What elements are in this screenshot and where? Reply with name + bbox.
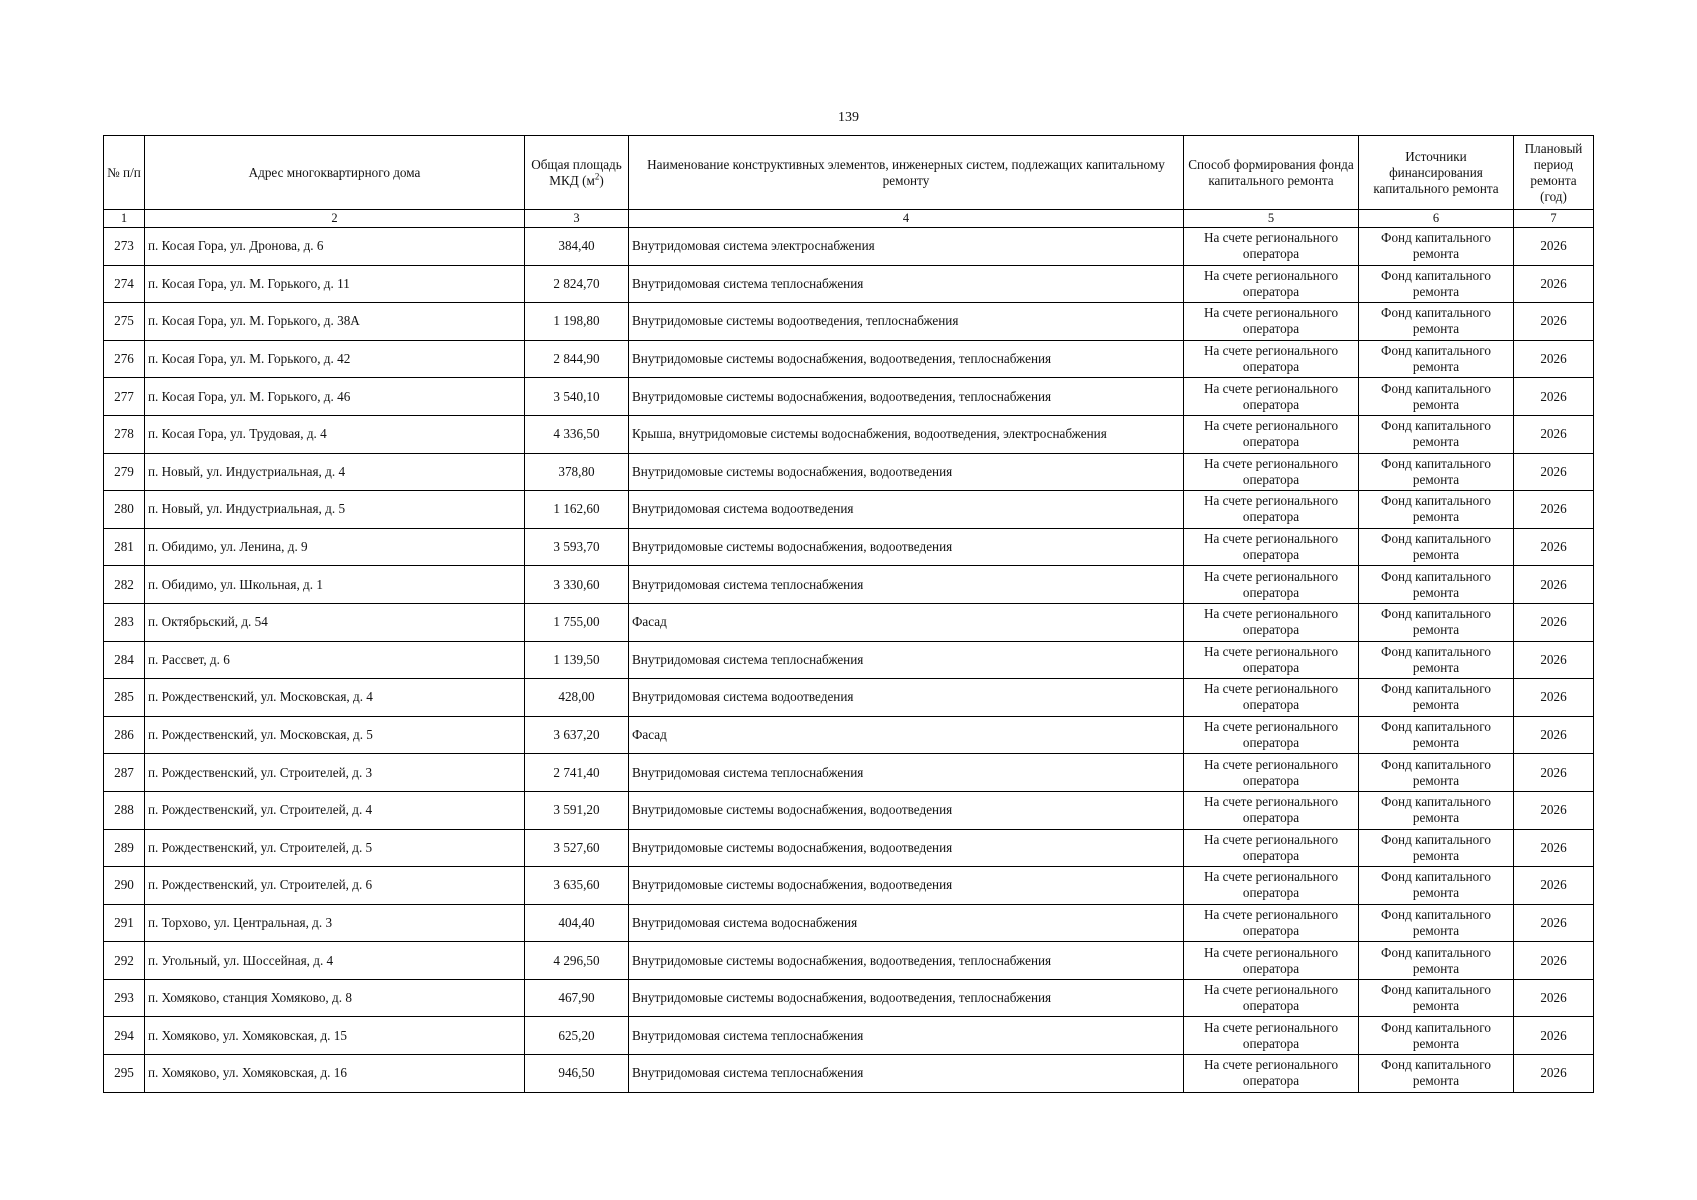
cell-elements: Внутридомовые системы водоснабжения, водоотведения <box>629 867 1184 905</box>
header-no: № п/п <box>104 136 145 210</box>
table-row <box>104 453 1594 491</box>
table-row <box>104 867 1594 905</box>
cell-elements: Внутридомовая система водоотведения <box>629 491 1184 529</box>
cell-funding-method: На счете регионального оператора <box>1184 228 1359 266</box>
cell-funding-method: На счете регионального оператора <box>1184 867 1359 905</box>
cell-funding-source: Фонд капитального ремонта <box>1359 679 1514 717</box>
table-row <box>104 942 1594 980</box>
table-row <box>104 679 1594 717</box>
cell-funding-method: На счете регионального оператора <box>1184 453 1359 491</box>
cell-funding-source: Фонд капитального ремонта <box>1359 528 1514 566</box>
cell-elements: Внутридомовая система теплоснабжения <box>629 265 1184 303</box>
column-number: 4 <box>629 210 1184 228</box>
cell-area: 946,50 <box>525 1055 629 1093</box>
cell-year: 2026 <box>1514 979 1594 1017</box>
cell-area: 404,40 <box>525 904 629 942</box>
cell-number: 287 <box>104 754 145 792</box>
cell-year: 2026 <box>1514 603 1594 641</box>
cell-area: 4 336,50 <box>525 415 629 453</box>
cell-number: 286 <box>104 716 145 754</box>
table-row <box>104 603 1594 641</box>
table-row <box>104 491 1594 529</box>
header-area-text: Общая площадь МКД (м <box>531 156 622 188</box>
cell-area: 1 755,00 <box>525 603 629 641</box>
column-number: 5 <box>1184 210 1359 228</box>
cell-funding-method: На счете регионального оператора <box>1184 603 1359 641</box>
cell-area: 2 824,70 <box>525 265 629 303</box>
cell-area: 2 741,40 <box>525 754 629 792</box>
cell-funding-source: Фонд капитального ремонта <box>1359 791 1514 829</box>
cell-address: п. Хомяково, ул. Хомяковская, д. 16 <box>145 1055 525 1093</box>
cell-number: 284 <box>104 641 145 679</box>
cell-area: 4 296,50 <box>525 942 629 980</box>
cell-year: 2026 <box>1514 340 1594 378</box>
cell-number: 290 <box>104 867 145 905</box>
cell-year: 2026 <box>1514 679 1594 717</box>
cell-funding-source: Фонд капитального ремонта <box>1359 716 1514 754</box>
cell-year: 2026 <box>1514 566 1594 604</box>
cell-funding-source: Фонд капитального ремонта <box>1359 378 1514 416</box>
cell-year: 2026 <box>1514 228 1594 266</box>
cell-year: 2026 <box>1514 303 1594 341</box>
cell-year: 2026 <box>1514 528 1594 566</box>
cell-address: п. Косая Гора, ул. М. Горького, д. 42 <box>145 340 525 378</box>
cell-funding-method: На счете регионального оператора <box>1184 378 1359 416</box>
cell-number: 292 <box>104 942 145 980</box>
cell-elements: Крыша, внутридомовые системы водоснабжения, водоотведения, электроснабжения <box>629 415 1184 453</box>
header-source: Источники финансирования капитального ремонта <box>1359 136 1514 210</box>
column-number: 7 <box>1514 210 1594 228</box>
cell-funding-source: Фонд капитального ремонта <box>1359 303 1514 341</box>
cell-number: 279 <box>104 453 145 491</box>
cell-address: п. Косая Гора, ул. М. Горького, д. 46 <box>145 378 525 416</box>
cell-funding-source: Фонд капитального ремонта <box>1359 904 1514 942</box>
cell-number: 295 <box>104 1055 145 1093</box>
cell-funding-source: Фонд капитального ремонта <box>1359 754 1514 792</box>
cell-number: 282 <box>104 566 145 604</box>
cell-address: п. Рождественский, ул. Московская, д. 4 <box>145 679 525 717</box>
page-number: 139 <box>838 110 859 125</box>
cell-funding-method: На счете регионального оператора <box>1184 566 1359 604</box>
cell-number: 293 <box>104 979 145 1017</box>
cell-area: 428,00 <box>525 679 629 717</box>
cell-address: п. Октябрьский, д. 54 <box>145 603 525 641</box>
cell-area: 3 635,60 <box>525 867 629 905</box>
cell-number: 291 <box>104 904 145 942</box>
cell-funding-source: Фонд капитального ремонта <box>1359 829 1514 867</box>
table-row <box>104 566 1594 604</box>
cell-funding-source: Фонд капитального ремонта <box>1359 415 1514 453</box>
column-number: 1 <box>104 210 145 228</box>
cell-area: 3 540,10 <box>525 378 629 416</box>
cell-funding-method: На счете регионального оператора <box>1184 716 1359 754</box>
cell-area: 1 198,80 <box>525 303 629 341</box>
table-row <box>104 979 1594 1017</box>
cell-elements: Внутридомовая система теплоснабжения <box>629 1055 1184 1093</box>
cell-funding-source: Фонд капитального ремонта <box>1359 979 1514 1017</box>
table-row <box>104 791 1594 829</box>
cell-area: 1 139,50 <box>525 641 629 679</box>
cell-year: 2026 <box>1514 415 1594 453</box>
cell-number: 285 <box>104 679 145 717</box>
cell-area: 1 162,60 <box>525 491 629 529</box>
cell-funding-source: Фонд капитального ремонта <box>1359 867 1514 905</box>
cell-funding-source: Фонд капитального ремонта <box>1359 1017 1514 1055</box>
table-header-row <box>104 136 1594 210</box>
cell-number: 277 <box>104 378 145 416</box>
cell-year: 2026 <box>1514 1017 1594 1055</box>
cell-elements: Внутридомовые системы водоснабжения, водоотведения, теплоснабжения <box>629 378 1184 416</box>
table-row <box>104 415 1594 453</box>
table-row <box>104 904 1594 942</box>
cell-funding-source: Фонд капитального ремонта <box>1359 641 1514 679</box>
cell-address: п. Косая Гора, ул. М. Горького, д. 38А <box>145 303 525 341</box>
table-body <box>104 228 1594 1093</box>
cell-area: 3 637,20 <box>525 716 629 754</box>
cell-address: п. Обидимо, ул. Ленина, д. 9 <box>145 528 525 566</box>
cell-funding-method: На счете регионального оператора <box>1184 754 1359 792</box>
cell-area: 378,80 <box>525 453 629 491</box>
cell-address: п. Хомяково, станция Хомяково, д. 8 <box>145 979 525 1017</box>
cell-elements: Внутридомовая система водоотведения <box>629 679 1184 717</box>
cell-funding-source: Фонд капитального ремонта <box>1359 566 1514 604</box>
cell-funding-source: Фонд капитального ремонта <box>1359 228 1514 266</box>
cell-year: 2026 <box>1514 791 1594 829</box>
table-row <box>104 829 1594 867</box>
table-row <box>104 641 1594 679</box>
cell-year: 2026 <box>1514 829 1594 867</box>
cell-year: 2026 <box>1514 641 1594 679</box>
cell-address: п. Рождественский, ул. Московская, д. 5 <box>145 716 525 754</box>
cell-funding-method: На счете регионального оператора <box>1184 265 1359 303</box>
cell-funding-method: На счете регионального оператора <box>1184 641 1359 679</box>
cell-number: 288 <box>104 791 145 829</box>
cell-address: п. Угольный, ул. Шоссейная, д. 4 <box>145 942 525 980</box>
header-area-close: ) <box>599 172 604 188</box>
cell-area: 384,40 <box>525 228 629 266</box>
cell-number: 275 <box>104 303 145 341</box>
repair-plan-table <box>103 135 1594 1093</box>
cell-year: 2026 <box>1514 867 1594 905</box>
cell-address: п. Косая Гора, ул. Трудовая, д. 4 <box>145 415 525 453</box>
cell-funding-source: Фонд капитального ремонта <box>1359 265 1514 303</box>
cell-funding-method: На счете регионального оператора <box>1184 904 1359 942</box>
cell-number: 283 <box>104 603 145 641</box>
cell-elements: Внутридомовые системы водоснабжения, водоотведения, теплоснабжения <box>629 340 1184 378</box>
cell-elements: Внутридомовые системы водоснабжения, водоотведения, теплоснабжения <box>629 979 1184 1017</box>
column-number: 6 <box>1359 210 1514 228</box>
cell-elements: Внутридомовые системы водоснабжения, водоотведения <box>629 453 1184 491</box>
header-area-sup: 2 <box>594 171 600 182</box>
cell-number: 278 <box>104 415 145 453</box>
cell-funding-source: Фонд капитального ремонта <box>1359 603 1514 641</box>
cell-elements: Внутридомовые системы водоснабжения, водоотведения, теплоснабжения <box>629 942 1184 980</box>
cell-funding-source: Фонд капитального ремонта <box>1359 340 1514 378</box>
cell-year: 2026 <box>1514 453 1594 491</box>
cell-address: п. Новый, ул. Индустриальная, д. 5 <box>145 491 525 529</box>
table-row <box>104 716 1594 754</box>
cell-elements: Внутридомовые системы водоснабжения, водоотведения <box>629 528 1184 566</box>
cell-area: 467,90 <box>525 979 629 1017</box>
cell-elements: Внутридомовая система теплоснабжения <box>629 566 1184 604</box>
header-address: Адрес многоквартирного дома <box>145 136 525 210</box>
cell-area: 3 593,70 <box>525 528 629 566</box>
column-number: 2 <box>145 210 525 228</box>
cell-funding-source: Фонд капитального ремонта <box>1359 942 1514 980</box>
cell-year: 2026 <box>1514 378 1594 416</box>
cell-funding-method: На счете регионального оператора <box>1184 791 1359 829</box>
cell-number: 276 <box>104 340 145 378</box>
cell-year: 2026 <box>1514 716 1594 754</box>
cell-year: 2026 <box>1514 491 1594 529</box>
cell-number: 281 <box>104 528 145 566</box>
cell-address: п. Новый, ул. Индустриальная, д. 4 <box>145 453 525 491</box>
cell-address: п. Рождественский, ул. Строителей, д. 4 <box>145 791 525 829</box>
table-row <box>104 265 1594 303</box>
cell-address: п. Хомяково, ул. Хомяковская, д. 15 <box>145 1017 525 1055</box>
cell-elements: Внутридомовые системы водоснабжения, водоотведения <box>629 791 1184 829</box>
cell-address: п. Рождественский, ул. Строителей, д. 3 <box>145 754 525 792</box>
cell-elements: Внутридомовая система теплоснабжения <box>629 754 1184 792</box>
cell-funding-method: На счете регионального оператора <box>1184 679 1359 717</box>
cell-funding-method: На счете регионального оператора <box>1184 1017 1359 1055</box>
table-row <box>104 1017 1594 1055</box>
table-row <box>104 1055 1594 1093</box>
cell-funding-method: На счете регионального оператора <box>1184 415 1359 453</box>
cell-year: 2026 <box>1514 904 1594 942</box>
cell-elements: Фасад <box>629 716 1184 754</box>
cell-funding-method: На счете регионального оператора <box>1184 340 1359 378</box>
table-row <box>104 754 1594 792</box>
table-row <box>104 378 1594 416</box>
cell-funding-method: На счете регионального оператора <box>1184 491 1359 529</box>
cell-funding-source: Фонд капитального ремонта <box>1359 1055 1514 1093</box>
cell-number: 280 <box>104 491 145 529</box>
cell-number: 294 <box>104 1017 145 1055</box>
header-area <box>525 136 629 210</box>
cell-elements: Внутридомовые системы водоснабжения, водоотведения <box>629 829 1184 867</box>
cell-funding-method: На счете регионального оператора <box>1184 979 1359 1017</box>
table-row <box>104 228 1594 266</box>
cell-area: 625,20 <box>525 1017 629 1055</box>
cell-year: 2026 <box>1514 942 1594 980</box>
header-way: Способ формирования фонда капитального ремонта <box>1184 136 1359 210</box>
cell-funding-method: На счете регионального оператора <box>1184 1055 1359 1093</box>
cell-funding-method: На счете регионального оператора <box>1184 303 1359 341</box>
cell-elements: Внутридомовая система водоснабжения <box>629 904 1184 942</box>
cell-funding-method: На счете регионального оператора <box>1184 942 1359 980</box>
cell-funding-source: Фонд капитального ремонта <box>1359 453 1514 491</box>
column-number: 3 <box>525 210 629 228</box>
table-row <box>104 303 1594 341</box>
cell-elements: Внутридомовая система теплоснабжения <box>629 641 1184 679</box>
cell-elements: Внутридомовая система электроснабжения <box>629 228 1184 266</box>
cell-number: 274 <box>104 265 145 303</box>
table-row <box>104 340 1594 378</box>
cell-address: п. Рассвет, д. 6 <box>145 641 525 679</box>
cell-year: 2026 <box>1514 754 1594 792</box>
cell-address: п. Косая Гора, ул. Дронова, д. 6 <box>145 228 525 266</box>
header-period: Плановый период ремонта (год) <box>1514 136 1594 210</box>
cell-area: 3 330,60 <box>525 566 629 604</box>
cell-area: 2 844,90 <box>525 340 629 378</box>
cell-number: 273 <box>104 228 145 266</box>
cell-address: п. Рождественский, ул. Строителей, д. 5 <box>145 829 525 867</box>
cell-year: 2026 <box>1514 265 1594 303</box>
cell-funding-source: Фонд капитального ремонта <box>1359 491 1514 529</box>
cell-address: п. Рождественский, ул. Строителей, д. 6 <box>145 867 525 905</box>
cell-address: п. Косая Гора, ул. М. Горького, д. 11 <box>145 265 525 303</box>
cell-area: 3 591,20 <box>525 791 629 829</box>
cell-address: п. Торхово, ул. Центральная, д. 3 <box>145 904 525 942</box>
table-row <box>104 528 1594 566</box>
cell-address: п. Обидимо, ул. Школьная, д. 1 <box>145 566 525 604</box>
cell-year: 2026 <box>1514 1055 1594 1093</box>
header-elements: Наименование конструктивных элементов, инженерных систем, подлежащих капитальному ремонту <box>629 136 1184 210</box>
cell-area: 3 527,60 <box>525 829 629 867</box>
cell-number: 289 <box>104 829 145 867</box>
cell-funding-method: На счете регионального оператора <box>1184 528 1359 566</box>
cell-elements: Внутридомовая система теплоснабжения <box>629 1017 1184 1055</box>
cell-elements: Внутридомовые системы водоотведения, теплоснабжения <box>629 303 1184 341</box>
cell-funding-method: На счете регионального оператора <box>1184 829 1359 867</box>
column-number-row <box>104 210 1594 228</box>
cell-elements: Фасад <box>629 603 1184 641</box>
